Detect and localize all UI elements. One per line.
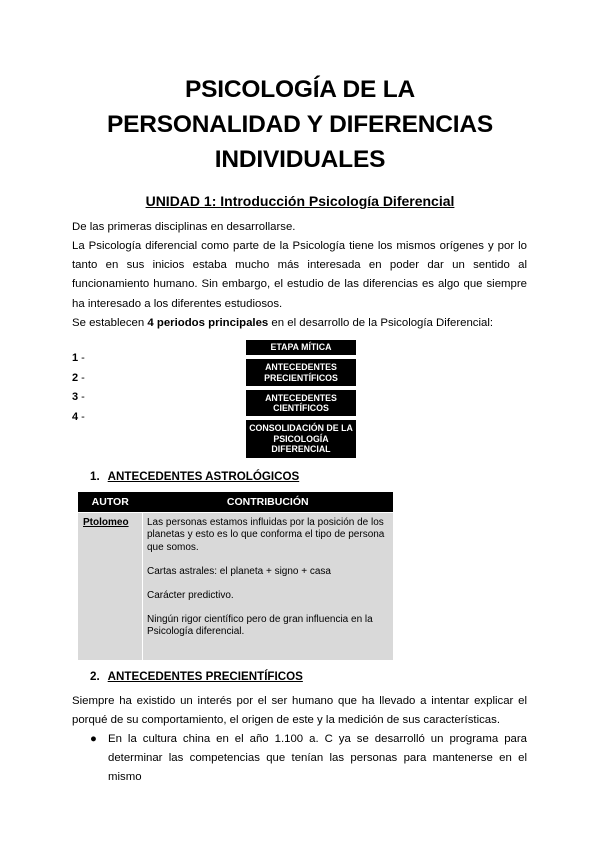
- period-number: 4 -: [72, 410, 85, 423]
- bullet-item: [90, 730, 527, 788]
- intro-paragraph-2: La Psicología diferencial como parte de la Psicología tiene los mismos orígenes y por lo tanto en sus inicios estaba mucho más interesada en poder dar un sentido al funcionamiento humano. Sin embargo, el estudio de las diferencias es algo que siempre ha interesado a los diferentes estudiosos.: [72, 240, 527, 310]
- stage-box-scientific: ANTECEDENTES CIENTÍFICOS: [246, 390, 356, 416]
- stage-boxes: [246, 340, 356, 462]
- intro-p3-after: en el desarrollo de la Psicología Diferencial:: [268, 317, 494, 329]
- period-number: 1 -: [72, 352, 85, 364]
- section-2-title: ANTECEDENTES PRECIENTÍFICOS: [107, 670, 303, 683]
- stage-box-consolidation: CONSOLIDACIÓN DE LA PSICOLOGÍA DIFERENCIAL: [246, 420, 356, 458]
- contribution-table: [78, 492, 393, 660]
- contribution-item: Carácter predictivo.: [147, 589, 234, 601]
- section-1-heading: [90, 470, 299, 483]
- intro-paragraph-3: [72, 314, 527, 333]
- table-header-contribucion: CONTRIBUCIÓN: [143, 492, 394, 513]
- stage-box-mythic: ETAPA MÍTICA: [246, 340, 356, 355]
- table-cell-contribucion: [143, 513, 394, 661]
- period-number: 2 -: [72, 371, 85, 384]
- table-row: [78, 513, 393, 661]
- period-numbers: [72, 352, 85, 430]
- title-line-3: INDIVIDUALES: [214, 146, 386, 173]
- document-title: [60, 72, 540, 177]
- intro-p3-before: Se establecen: [72, 317, 148, 329]
- section-1-title: ANTECEDENTES ASTROLÓGICOS: [107, 470, 300, 483]
- contribution-item: Las personas estamos influidas por la posición de los planetas y esto es lo que conforma el tipo de persona que somos.: [147, 517, 385, 553]
- stage-box-prescientific: ANTECEDENTES PRECIENTÍFICOS: [246, 359, 356, 386]
- title-line-1: PSICOLOGÍA DE LA: [184, 76, 416, 103]
- intro-paragraph-1: De las primeras disciplinas en desarrollarse.: [72, 221, 296, 233]
- title-line-2: PERSONALIDAD Y DIFERENCIAS: [107, 111, 493, 138]
- period-number: 3 -: [72, 391, 85, 403]
- table-header-autor: AUTOR: [78, 492, 143, 513]
- section-2-number: 2.: [90, 670, 100, 683]
- table-cell-autor: Ptolomeo: [78, 513, 143, 661]
- section-2-paragraph: Siempre ha existido un interés por el ser humano que ha llevado a intentar explicar el porqué de su comportamiento, el origen de este y la medición de sus características.: [72, 695, 527, 727]
- section-1-number: 1.: [90, 470, 100, 483]
- section-2-heading: [90, 670, 303, 683]
- table-header-row: [78, 492, 393, 513]
- contribution-item: Cartas astrales: el planeta + signo + casa: [147, 565, 331, 577]
- unit-heading: UNIDAD 1: Introducción Psicología Diferencial: [145, 193, 455, 209]
- bullet-text: En la cultura china en el año 1.100 a. C ya se desarrolló un programa para determinar las competencias que tenían las personas para mantenerse en el mismo: [108, 733, 527, 784]
- contribution-item: Ningún rigor científico pero de gran influencia en la Psicología diferencial.: [147, 613, 373, 637]
- intro-p3-bold: 4 periodos principales: [147, 317, 269, 329]
- bullet-dot-icon: ●: [90, 733, 97, 745]
